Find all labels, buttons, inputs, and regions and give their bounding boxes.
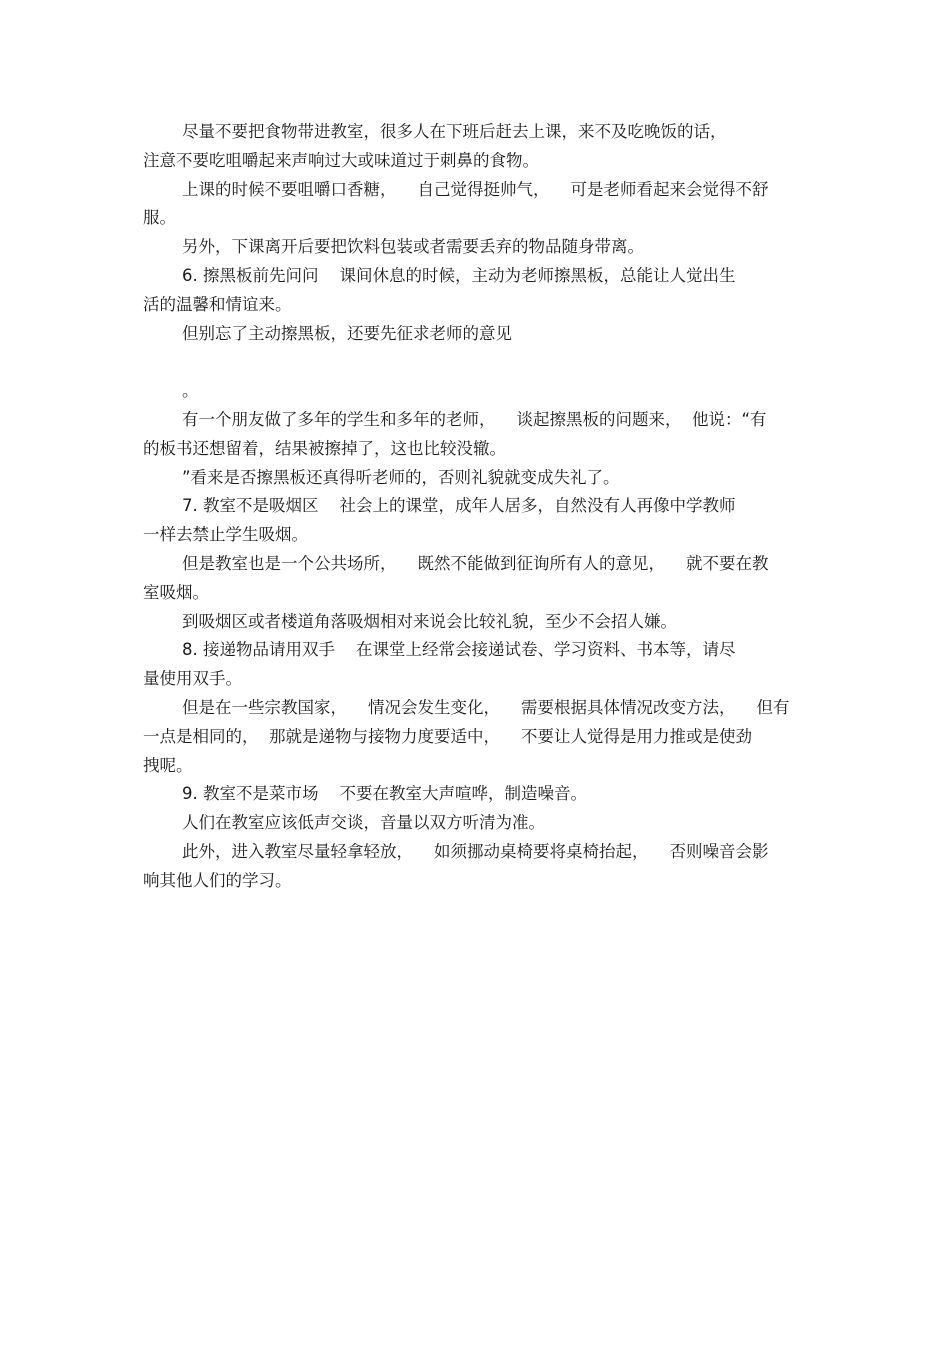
text-line: 量使用双手。 <box>143 669 242 689</box>
text-line: 。 <box>182 381 199 401</box>
text-line: 到吸烟区或者楼道角落吸烟相对来说会比较礼貌，至少不会招人嫌。 <box>182 611 677 631</box>
text-line: 9. 教室不是菜市场 不要在教室大声喧哗，制造噪音。 <box>182 784 587 804</box>
text-line: 7. 教室不是吸烟区 社会上的课堂，成年人居多，自然没有人再像中学教师 <box>182 496 736 516</box>
text-line: 一样去禁止学生吸烟。 <box>143 525 308 545</box>
text-line: 但别忘了主动擦黑板，还要先征求老师的意见 <box>182 323 512 343</box>
text-line: 服。 <box>143 208 176 228</box>
text-line: 但是在一些宗教国家， 情况会发生变化， 需要根据具体情况改变方法， 但有 <box>182 697 790 717</box>
text-line: 另外，下课离开后要把饮料包装或者需要丢弃的物品随身带离。 <box>182 237 644 257</box>
text-line: 6. 擦黑板前先问问 课间休息的时候，主动为老师擦黑板，总能让人觉出生 <box>182 265 736 285</box>
text-line: 8. 接递物品请用双手 在课堂上经常会接递试卷、学习资料、书本等，请尽 <box>182 640 736 660</box>
text-line: 注意不要吃咀嚼起来声响过大或味道过于刺鼻的食物。 <box>143 150 539 170</box>
text-line: 一点是相同的， 那就是递物与接物力度要适中， 不要让人觉得是用力推或是使劲 <box>143 726 752 746</box>
document-body <box>143 118 807 896</box>
text-line: 有一个朋友做了多年的学生和多年的老师， 谈起擦黑板的问题来， 他说：“有 <box>182 409 767 429</box>
text-line: 但是教室也是一个公共场所， 既然不能做到征询所有人的意见， 就不要在教 <box>182 553 769 573</box>
text-line: 响其他人们的学习。 <box>143 870 292 890</box>
text-line: 拽呢。 <box>143 755 193 775</box>
text-line: 此外，进入教室尽量轻拿轻放， 如须挪动桌椅要将桌椅抬起， 否则噪音会影 <box>182 841 769 861</box>
text-line: 的板书还想留着，结果被擦掉了，这也比较没辙。 <box>143 438 506 458</box>
text-line: 活的温馨和情谊来。 <box>143 294 292 314</box>
text-line: 尽量不要把食物带进教室，很多人在下班后赶去上课，来不及吃晚饭的话， <box>182 122 727 141</box>
text-line: 人们在教室应该低声交谈，音量以双方听清为准。 <box>182 813 545 833</box>
text-line: 室吸烟。 <box>143 582 209 602</box>
blank-line <box>143 348 807 377</box>
text-line: ”看来是否擦黑板还真得听老师的，否则礼貌就变成失礼了。 <box>182 467 620 487</box>
text-line: 上课的时候不要咀嚼口香糖， 自己觉得挺帅气， 可是老师看起来会觉得不舒 <box>182 179 769 199</box>
